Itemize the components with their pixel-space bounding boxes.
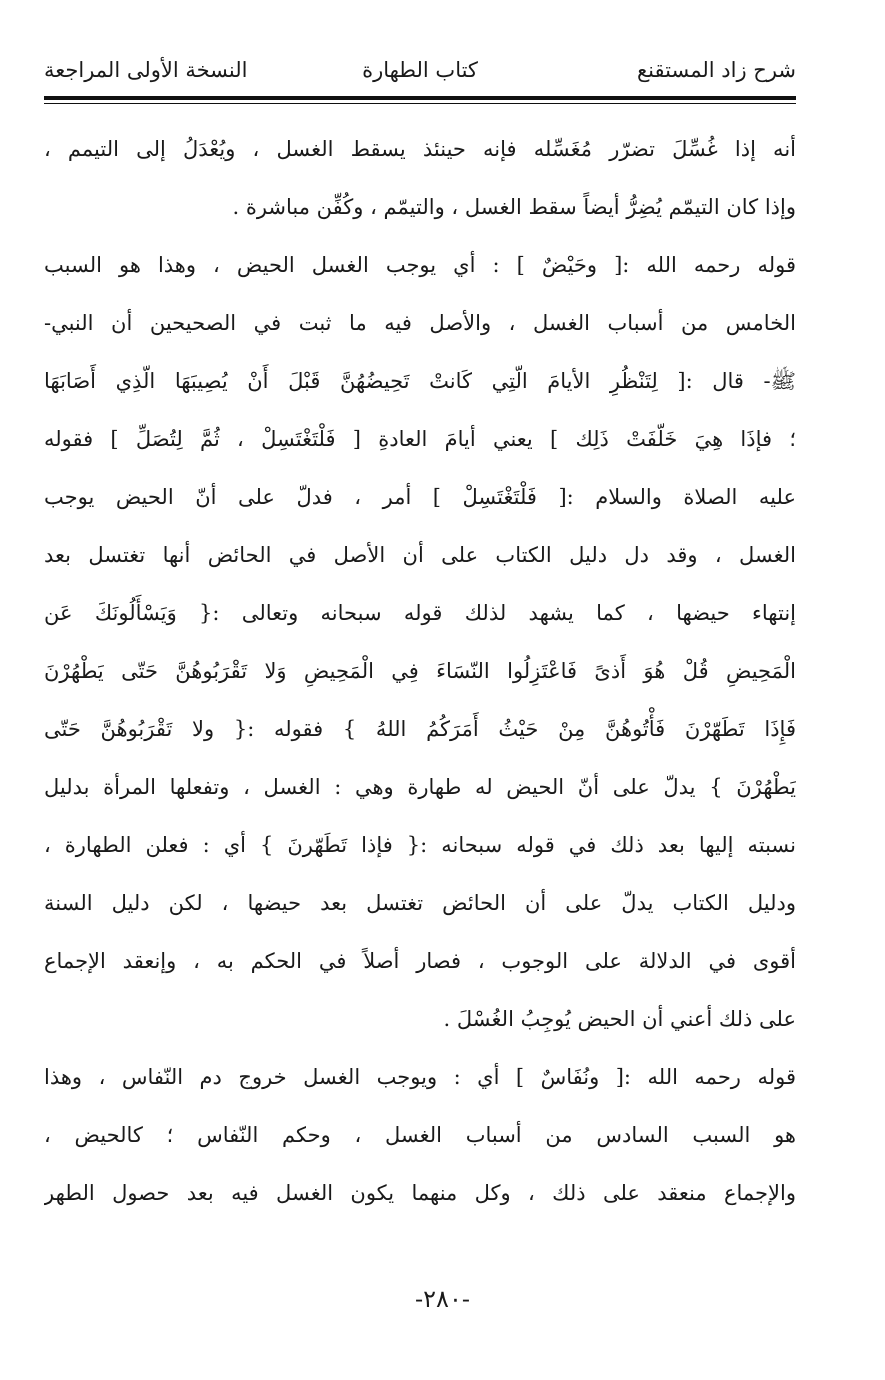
text-line: أنه إذا غُسِّلَ تضرّر مُغَسِّله فإنه حينئذ يسقط الغسل ، ويُعْدَلُ إلى التيمم ، [44, 137, 796, 161]
text-line: قوله رحمه الله :[ ونُفَاسٌ ] أي : ويوجب الغسل خروج دم النّفاس ، وهذا [44, 1065, 796, 1089]
text-line: ؛ فإذَا هِيَ خَلّفَتْ ذَلِك ] يعني أيامَ العادةِ [ فَلْتَغْتَسِلْ ، ثُمَّ لِتُصَلِّ ] فقوله [44, 427, 796, 451]
header-rule-thick [44, 96, 796, 100]
text-line: ودليل الكتاب يدلّ على أن الحائض تغتسل بعد حيضها ، لكن دليل السنة [44, 891, 796, 915]
text-line: الخامس من أسباب الغسل ، والأصل فيه ما ثبت في الصحيحين أن النبي- [44, 311, 796, 335]
text-line: فَإِذَا تَطَهّرْنَ فَأْتُوهُنَّ مِنْ حَيْثُ أَمَرَكُمُ اللهُ } فقوله :{ ولا تَقْرَبُوهُنَّ حَتّى [44, 717, 796, 741]
text-line: الغسل ، وقد دل دليل الكتاب على أن الأصل في الحائض أنها تغتسل بعد [44, 543, 796, 567]
text-line: يَطْهُرْنَ } يدلّ على أنّ الحيض له طهارة وهي : الغسل ، وتفعلها المرأة بدليل [44, 775, 796, 799]
page-number: -٢٨٠- [415, 1285, 470, 1313]
text-line: وإذا كان التيمّم يُضِرُّ أيضاً سقط الغسل ، والتيمّم ، وكُفِّن مباشرة . [232, 195, 796, 219]
text-line: الْمَحِيضِ قُلْ هُوَ أَذىً فَاعْتَزِلُوا النّسَاءَ فِي الْمَحِيضِ وَلا تَقْرَبُوهُنَّ حَتّى يَطْهُرْنَ [44, 659, 796, 683]
edition-note: النسخة الأولى المراجعة [44, 58, 248, 82]
chapter-title: كتاب الطهارة [362, 58, 478, 82]
page-body [44, 120, 796, 1222]
text-line: نسبته إليها بعد ذلك في قوله سبحانه :{ فإذا تَطَهّرنَ } أي : فعلن الطهارة ، [44, 833, 796, 857]
text-line: عليه الصلاة والسلام :[ فَلْتَغْتَسِلْ ] أمر ، فدلّ على أنّ الحيض يوجب [44, 485, 796, 509]
text-line: قوله رحمه الله :[ وحَيْضٌ ] : أي يوجب الغسل الحيض ، وهذا هو السبب [44, 253, 796, 277]
text-line: إنتهاء حيضها ، كما يشهد لذلك قوله سبحانه وتعالى :{ وَيَسْأَلُونَكَ عَن [44, 601, 796, 625]
text-line: على ذلك أعني أن الحيض يُوجِبُ الغُسْلَ . [443, 1007, 796, 1031]
text-line: ﷺ- قال :[ لِتَنْظُرِ الأيامَ الّتِي كَانتْ تَحِيضُهُنَّ قَبْلَ أَنْ يُصِيبَهَا الّذِي أَصَابَهَا [44, 369, 796, 393]
text-line: هو السبب السادس من أسباب الغسل ، وحكم النّفاس ؛ كالحيض ، [44, 1123, 796, 1147]
header-rule-thin [44, 103, 796, 104]
running-header [44, 52, 796, 92]
text-line: أقوى في الدلالة على الوجوب ، فصار أصلاً في الحكم به ، وإنعقد الإجماع [44, 949, 796, 973]
text-line: والإجماع منعقد على ذلك ، وكل منهما يكون الغسل فيه بعد حصول الطهر [44, 1181, 796, 1205]
book-title: شرح زاد المستقنع [637, 58, 796, 82]
